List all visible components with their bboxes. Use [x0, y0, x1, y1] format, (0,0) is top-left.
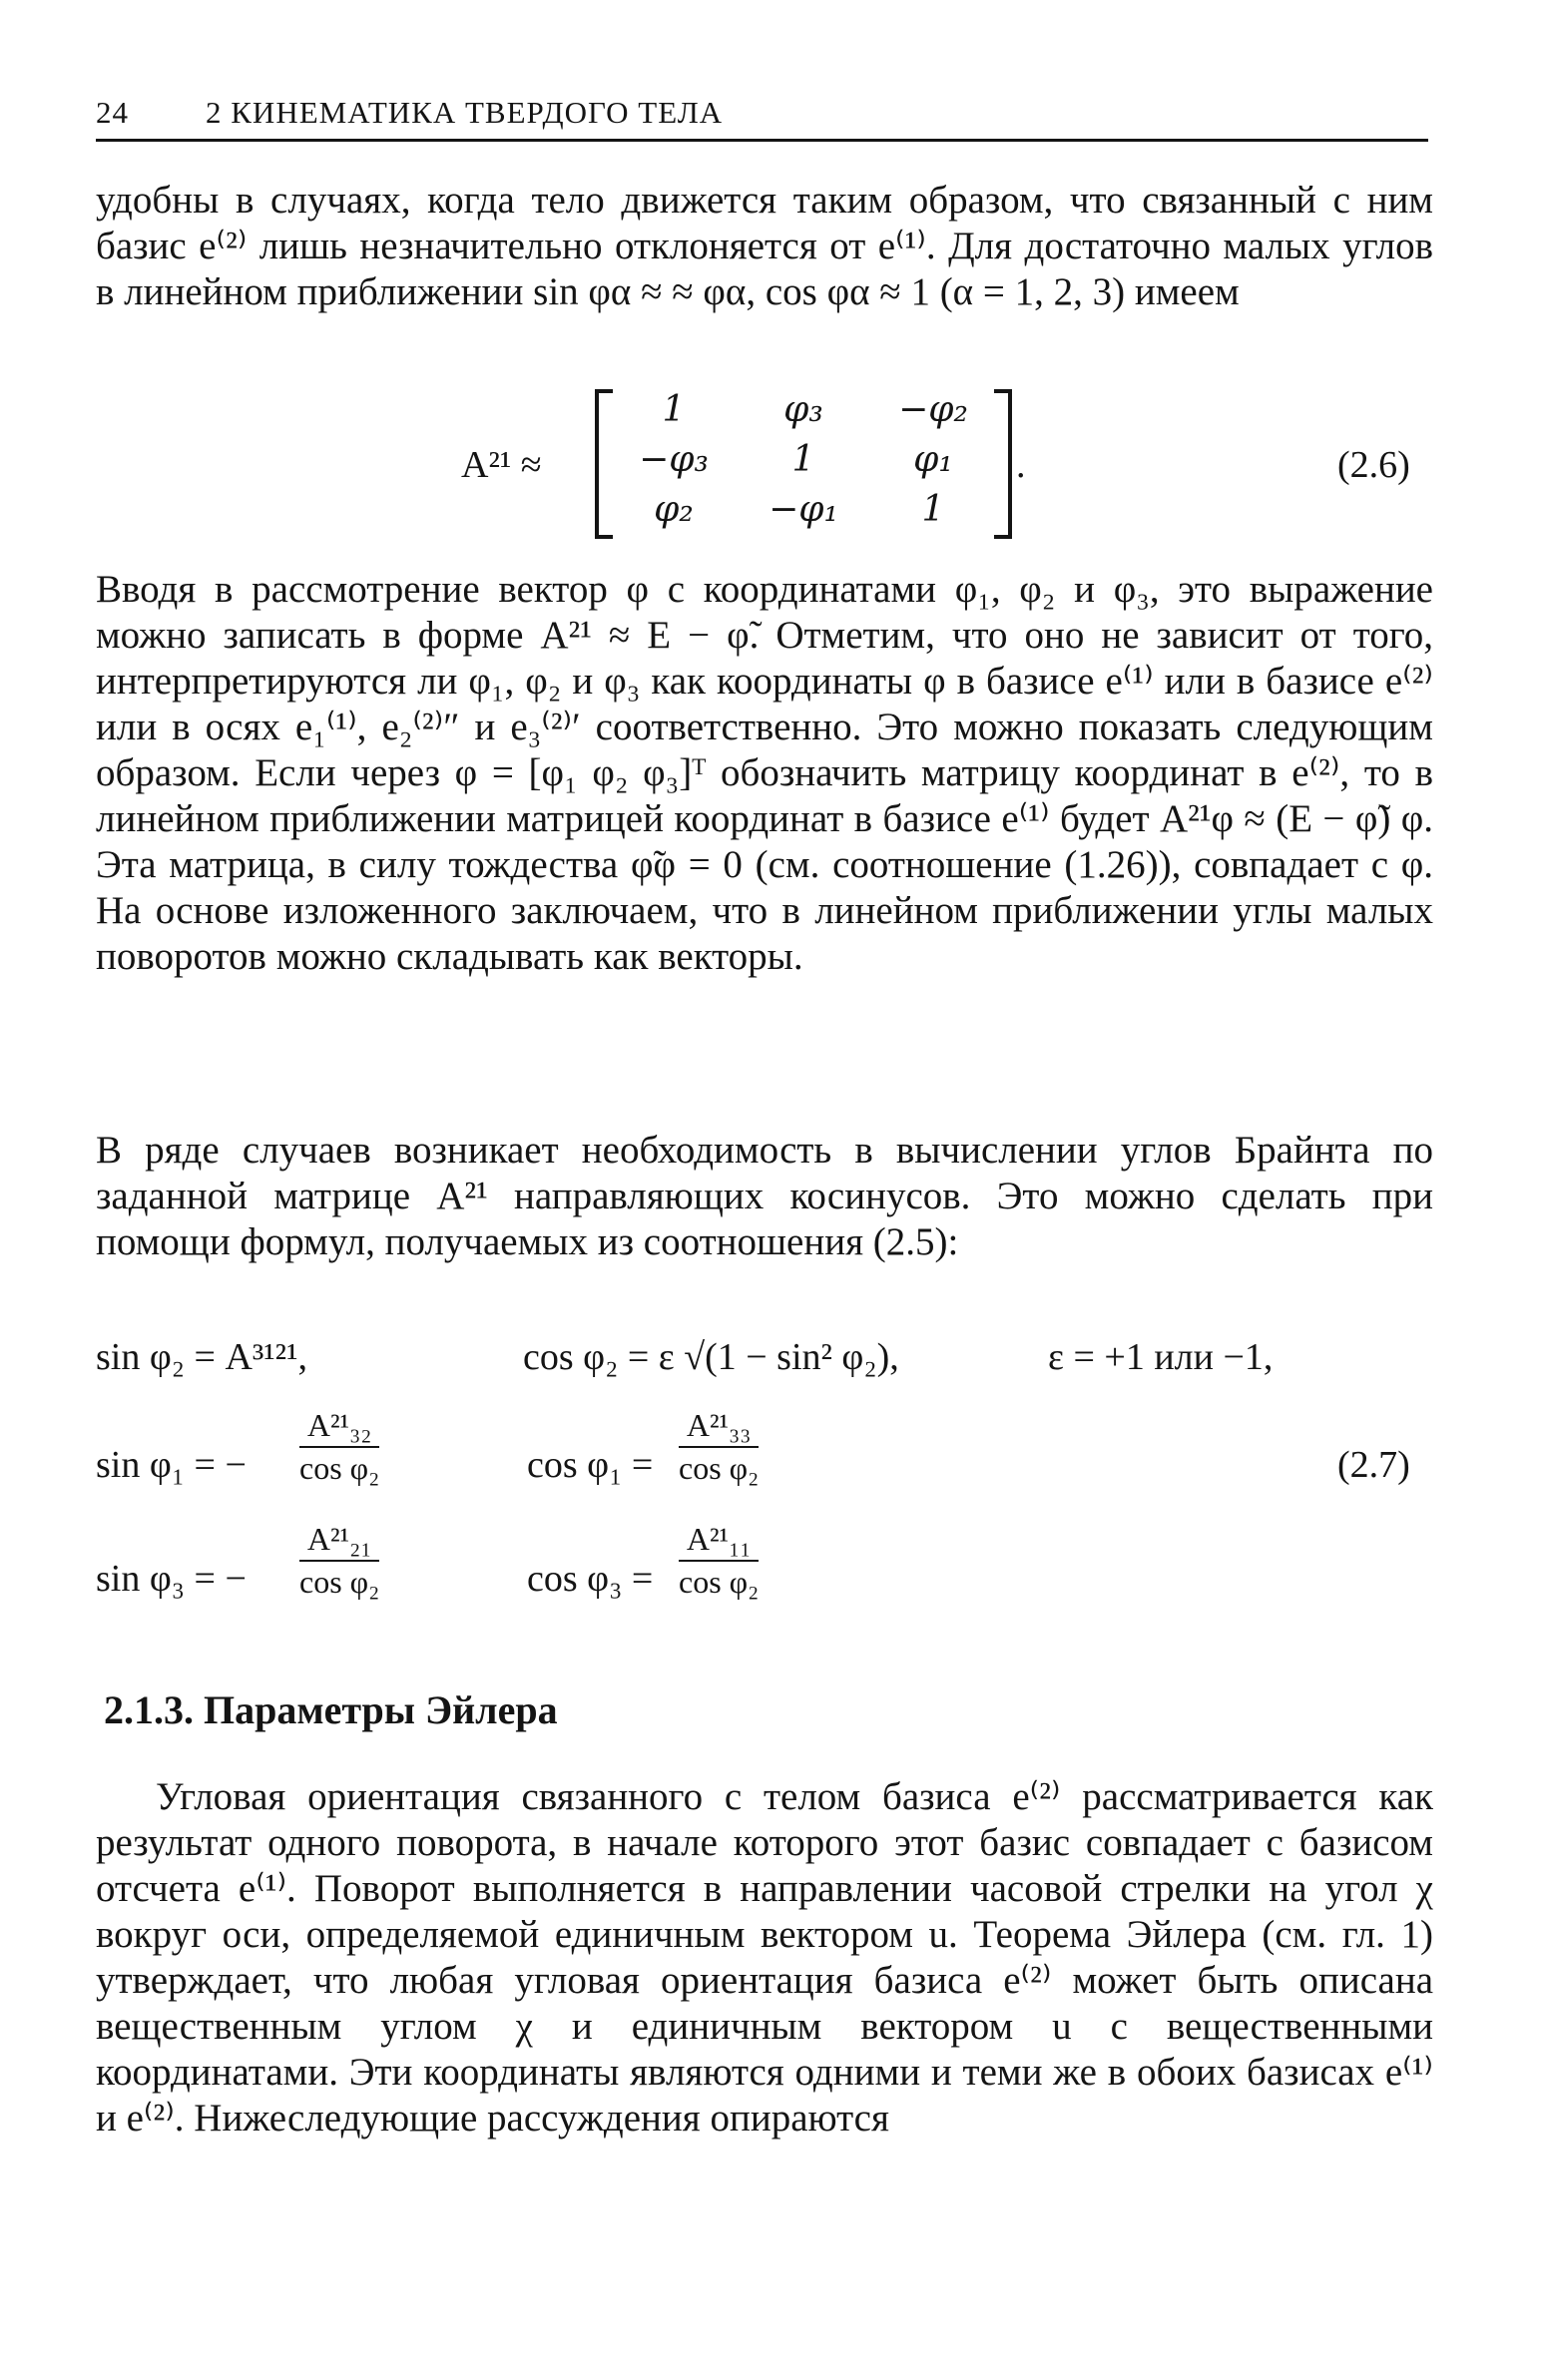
eq26-period: .	[1016, 444, 1026, 486]
eq27-cos-phi1-fraction	[679, 1407, 759, 1487]
eq27-sin-phi2: sin φ₂ = A³¹²¹,	[96, 1336, 307, 1378]
matrix-a21	[595, 389, 1012, 539]
equation-number-2-6: (2.6)	[1337, 444, 1410, 486]
eq27-epsilon: ε = +1 или −1,	[1048, 1336, 1274, 1378]
eq26-lhs: A²¹ ≈	[461, 444, 542, 486]
running-head-title: 2 КИНЕМАТИКА ТВЕРДОГО ТЕЛА	[206, 95, 724, 130]
eq27-sin-phi1-lhs: sin φ₁ = −	[96, 1444, 247, 1486]
paragraph-intro: удобны в случаях, когда тело движется таким образом, что связанный с ним базис e⁽²⁾ лишь незначительно отклоняется от e⁽¹⁾. Для достаточно малых углов в линейном приближении sin φα ≈ ≈ φα, cos φα ≈ 1 (α = 1, 2, 3) имеем	[96, 179, 1433, 313]
equation-number-2-7: (2.7)	[1337, 1444, 1410, 1486]
matrix-cell: φ₂	[654, 489, 694, 530]
paragraph-bryant-angles: В ряде случаев возникает необходимость в вычислении углов Брайнта по заданной матрице A²¹ направляющих косинусов. Это можно сделать при помощи формул, получаемых из соотношения (2.5):	[96, 1129, 1433, 1263]
matrix-cell: 1	[921, 489, 945, 530]
matrix-cell: −φ₂	[898, 389, 968, 430]
fraction-numerator: A²¹₁₁	[679, 1521, 759, 1562]
fraction-denominator: cos φ₂	[299, 1450, 380, 1486]
eq27-sin-phi1-fraction	[299, 1407, 379, 1487]
paragraph-vector-phi: Вводя в рассмотрение вектор φ с координатами φ₁, φ₂ и φ₃, это выражение можно записать в форме A²¹ ≈ E − φ̃. Отметим, что оно не зависит от того, интерпретируются ли φ₁, φ₂ и φ₃ как координаты φ в базисе e⁽¹⁾ или в базисе e⁽²⁾ или в осях e₁⁽¹⁾, e₂⁽²⁾″ и e₃⁽²⁾′ соответственно. Это можно показать следующим образом. Если через φ = [φ₁ φ₂ φ₃]ᵀ обозначить матрицу координат в e⁽²⁾, то в линейном приближении матрицей координат в базисе e⁽¹⁾ будет A²¹φ ≈ (E − φ̃) φ. Эта матрица, в силу тождества φ̃φ = 0 (см. соотношение (1.26)), совпадает с φ. На основе изложенного заключаем, что в линейном приближении углы малых поворотов можно складывать как векторы.	[96, 568, 1433, 978]
matrix-cell: φ₁	[913, 439, 953, 480]
eq27-cos-phi3-lhs: cos φ₃ =	[527, 1558, 654, 1600]
fraction-numerator: A²¹₃₃	[679, 1407, 759, 1448]
eq27-sin-phi3-fraction	[299, 1521, 379, 1601]
matrix-cell: 1	[662, 389, 686, 430]
page-number: 24	[96, 95, 129, 130]
matrix-cell: −φ₁	[769, 489, 838, 530]
eq27-cos-phi3-fraction	[679, 1521, 759, 1601]
fraction-numerator: A²¹₂₁	[299, 1521, 379, 1562]
eq27-sin-phi3-lhs: sin φ₃ = −	[96, 1558, 247, 1600]
eq27-cos-phi2: cos φ₂ = ε √(1 − sin² φ₂),	[523, 1336, 899, 1378]
fraction-denominator: cos φ₂	[299, 1564, 380, 1600]
fraction-denominator: cos φ₂	[679, 1450, 760, 1486]
section-heading: 2.1.3. Параметры Эйлера	[104, 1687, 558, 1732]
eq27-cos-phi1-lhs: cos φ₁ =	[527, 1444, 654, 1486]
matrix-cell: 1	[791, 439, 815, 480]
fraction-numerator: A²¹₃₂	[299, 1407, 379, 1448]
paragraph-euler-parameters: Угловая ориентация связанного с телом базиса e⁽²⁾ рассматривается как результат одного поворота, в начале которого этот базис совпадает с базисом отсчета e⁽¹⁾. Поворот выполняется в направлении часовой стрелки на угол χ вокруг оси, определяемой единичным вектором u. Теорема Эйлера (см. гл. 1) утверждает, что любая угловая ориентация базиса e⁽²⁾ может быть описана вещественным углом χ и единичным вектором u с вещественными координатами. Эти координаты являются одними и теми же в обоих базисах e⁽¹⁾ и e⁽²⁾. Нижеследующие рассуждения опираются	[96, 1775, 1433, 2140]
running-header	[96, 95, 1428, 142]
fraction-denominator: cos φ₂	[679, 1564, 760, 1600]
matrix-cell: −φ₃	[639, 439, 709, 480]
matrix-cell: φ₃	[783, 389, 823, 430]
